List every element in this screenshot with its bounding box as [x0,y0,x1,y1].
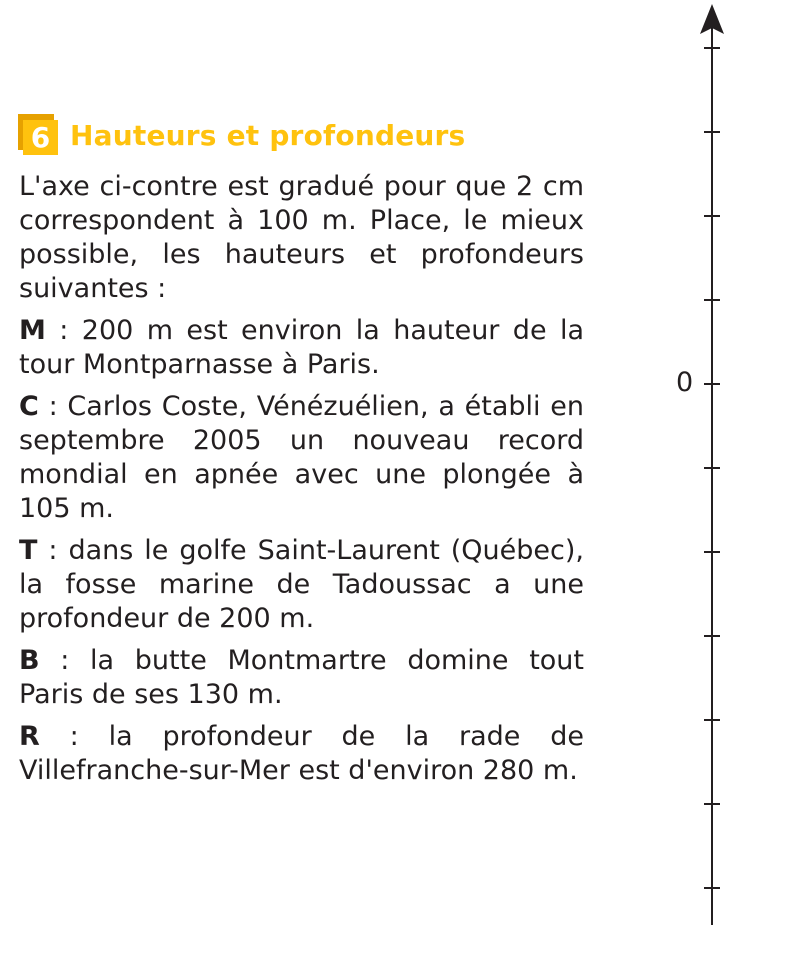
item-c [19,390,584,526]
exercise-header [18,112,465,158]
exercise-title: Hauteurs et profondeurs [70,118,466,152]
item-text: : la profondeur de la rade de Villefranche-sur-Mer est d'environ 280 m. [19,721,584,786]
item-letter: C [19,391,39,422]
item-b [19,644,584,712]
item-text: : Carlos Coste, Vénézuélien, a établi en septembre 2005 un nouveau record mondial en apnée avec une plongée à 105 m. [19,391,584,524]
item-m [19,314,584,382]
exercise-body [19,170,584,796]
item-r [19,720,584,788]
axis-arrow-icon [700,4,724,34]
item-text: : 200 m est environ la hauteur de la tour Montparnasse à Paris. [19,315,584,380]
exercise-number-badge [18,114,60,156]
intro-text: L'axe ci-contre est gradué pour que 2 cm correspondent à 100 m. Place, le mieux possible, les hauteurs et profondeurs suivantes : [19,171,584,304]
item-text: : dans le golfe Saint-Laurent (Québec), la fosse marine de Tadoussac a une profondeur de 200 m. [19,535,584,634]
item-letter: M [19,315,46,346]
item-t [19,534,584,636]
item-letter: B [19,645,40,676]
item-letter: T [19,535,38,566]
axis-ticks [704,48,720,888]
axis-zero-label: 0 [676,367,694,398]
item-text: : la butte Montmartre domine tout Paris de ses 130 m. [19,645,584,710]
item-letter: R [19,721,40,752]
exercise-number: 6 [23,120,58,155]
